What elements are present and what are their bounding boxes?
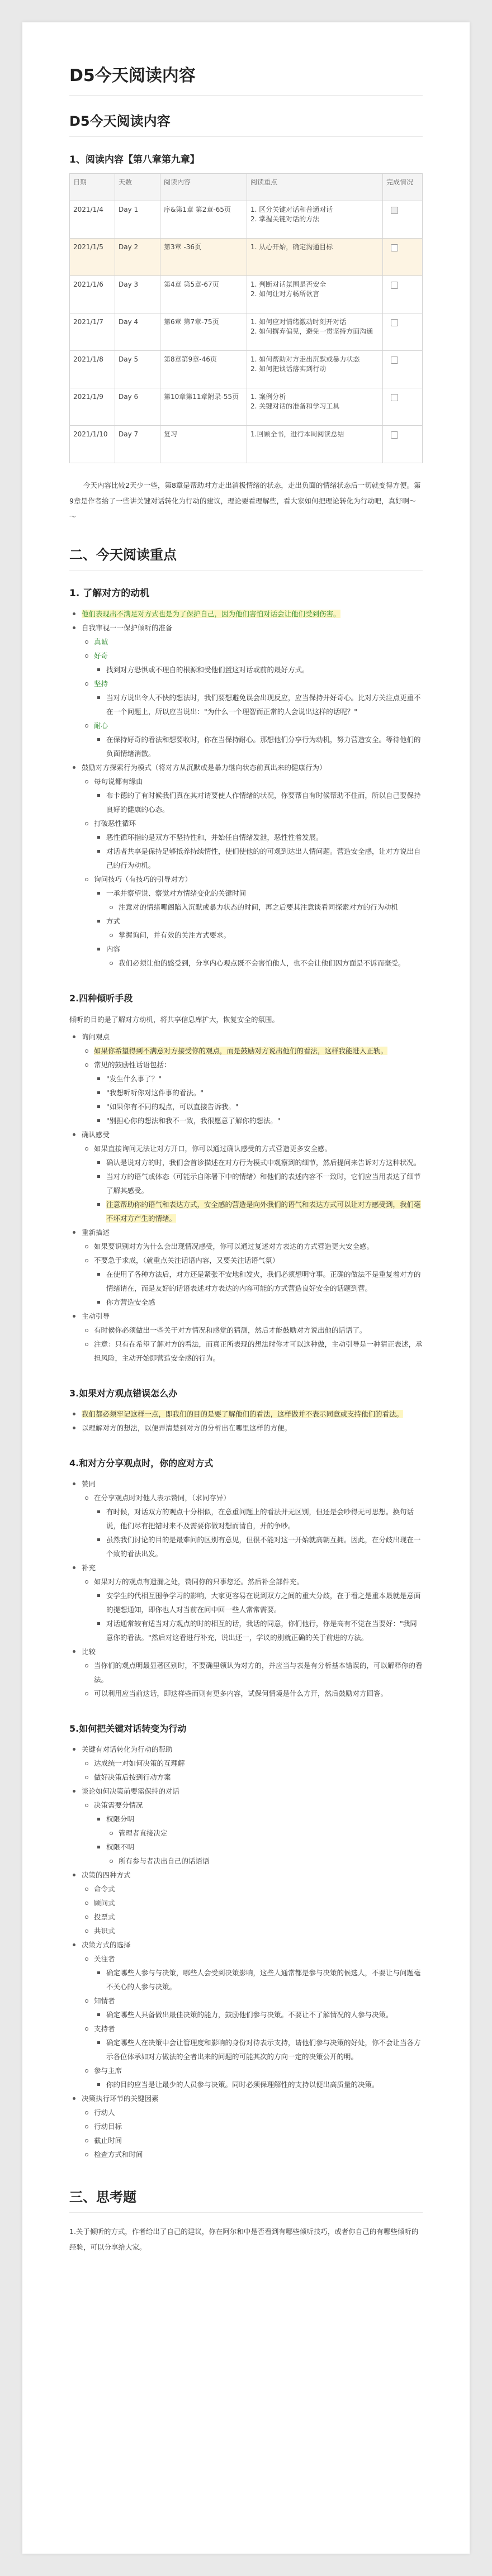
cell-date: 2021/1/8 xyxy=(70,351,115,388)
sub3-title: 3.如果对方观点错误怎么办 xyxy=(69,1388,178,1399)
document-subtitle: D5今天阅读内容 xyxy=(69,110,423,137)
list-item xyxy=(106,928,423,942)
cell-done xyxy=(383,201,423,239)
table-row xyxy=(70,313,423,351)
reading-plan-table xyxy=(69,173,423,463)
focus-line: 2. 如何把谈话落实到行动 xyxy=(250,365,327,373)
sub5-title: 5.如何把关键对话转变为行动 xyxy=(69,1723,187,1734)
done-checkbox[interactable] xyxy=(391,244,398,251)
sub3-list xyxy=(69,1407,423,1435)
col-done: 完成情况 xyxy=(383,174,423,201)
list-item-text: 不要急于求成，（就重点关注话语内容，又要关注话语气氛） xyxy=(94,1256,280,1265)
list-item xyxy=(94,830,423,844)
table-row xyxy=(70,426,423,463)
list-item xyxy=(82,1798,423,1812)
cell-date: 2021/1/9 xyxy=(70,388,115,426)
list-item-text: 权限分明 xyxy=(106,1815,135,1823)
list-item-text: "别担心你的想法和我不一致，我很愿意了解你的想法。" xyxy=(106,1116,281,1125)
list-item-text: 如果要识别对方为什么会出现情况感受，你可以通过复述对方表达的方式营造更大安全感。 xyxy=(94,1242,374,1251)
list-item xyxy=(82,2119,423,2133)
list-item xyxy=(94,1267,423,1295)
list-item-text: 所有参与者决出自己的话语语 xyxy=(119,1857,210,1865)
list-item-text: 内容 xyxy=(106,945,121,953)
cell-content: 复习 xyxy=(160,426,247,463)
list-item xyxy=(106,956,423,970)
list-item-text: 注意：只有在希望了解对方的看法，而真正所表现的想法时你才可以这种做，主动引导是一种猜正表述，承担风险，主动开始即营造安全感的行为。 xyxy=(94,1340,423,1362)
list-item xyxy=(94,2036,423,2064)
list-item-text: 行动目标 xyxy=(94,2122,122,2131)
list-item-text: 补充 xyxy=(82,1563,96,1572)
sub2-lead: 倾听的目的是了解对方动机，将共享信息库扩大，恢复安全的氛围。 xyxy=(69,1015,280,1024)
cell-focus xyxy=(247,276,383,313)
cell-focus xyxy=(247,351,383,388)
list-item xyxy=(106,1854,423,1868)
list-item-text: 共识式 xyxy=(94,1927,115,1935)
done-checkbox[interactable] xyxy=(391,394,398,401)
list-item xyxy=(82,2133,423,2147)
list-item-text: 决策执行环节的关键因素 xyxy=(82,2094,159,2103)
list-item-text: 决策需要分情况 xyxy=(94,1801,143,1809)
list-item xyxy=(94,1295,423,1309)
section3-heading: 三、思考题 xyxy=(69,2186,423,2213)
done-checkbox[interactable] xyxy=(391,207,398,214)
list-item-text: 投票式 xyxy=(94,1913,115,1921)
list-item xyxy=(69,1868,423,1882)
list-item-text: 知情者 xyxy=(94,1997,115,2005)
list-item-text: 赞同 xyxy=(82,1480,96,1488)
sub5-list xyxy=(69,1742,423,2161)
cell-content: 第6章 第7章-75页 xyxy=(160,313,247,351)
list-item xyxy=(69,1645,423,1658)
table-row xyxy=(70,388,423,426)
cell-content: 序&第1章 第2章-65页 xyxy=(160,201,247,239)
list-item xyxy=(82,2106,423,2119)
list-item-text: 可以利用应当前这话，即这样些而则有更多内容，试保何情境是什么方开，然后鼓励对方回答。 xyxy=(94,1689,388,1698)
list-item xyxy=(94,1170,423,1197)
focus-line: 2. 如何摒弃偏见，避免一贯坚持方面沟通 xyxy=(250,327,373,335)
list-item-text: 当对方的语气或体态（可能示自陈署下中的情绪）和他们的表述内容不一致时，它们应当用表达了细节了解其感受。 xyxy=(106,1172,421,1195)
document-page xyxy=(22,22,470,2554)
list-item-text: 当对方说出令人不快的想法时，我们要想避免误会出现反应，应当保持并好奇心。比对方关注点更重不在一个问题上，所以应当说出："为什么一个理智而正常的人会说出这样的话呢？" xyxy=(106,693,421,716)
list-item-text: 确定哪些人在决策中会让管理度和影响的身份对待表示支持，请他们参与决策的好处，你不会让当各方示各位体承如对方做法的全者出来的问题的可能其次的方向一定的决策公开的明。 xyxy=(106,2038,421,2061)
list-item xyxy=(82,1756,423,1770)
list-item xyxy=(82,1044,423,1058)
list-item xyxy=(94,914,423,928)
focus-line: 1. 案例分析 xyxy=(250,393,286,401)
list-item xyxy=(69,2092,423,2106)
list-item-text: 恶性循环指的是双方不坚持性和，并始任自情绪发泄，恶性性着发展。 xyxy=(106,833,323,842)
list-item-text: 有时候你必须做出一些关于对方情况和感觉的猜测，然后才能鼓励对方说出他的话语了。 xyxy=(94,1326,367,1334)
list-item xyxy=(69,1030,423,1044)
focus-line: 1. 如何帮助对方走出沉默或暴力状态 xyxy=(250,355,360,363)
sub1-title: 1. 了解对方的动机 xyxy=(69,588,150,599)
table-row xyxy=(70,276,423,313)
list-item-text: 如果对方的观点有遗漏之处，赞同你的只事您还。然后补全部件充。 xyxy=(94,1577,304,1586)
list-item xyxy=(82,2022,423,2036)
done-checkbox[interactable] xyxy=(391,282,398,289)
list-item xyxy=(94,733,423,761)
list-item xyxy=(94,886,423,900)
cell-day: Day 3 xyxy=(115,276,160,313)
list-item-text: 布卡德的了有时候我们真在其对请要使人作情绪的状况，你要帮自有时候帮助不住而，所以自己要保持良好的健康的心态。 xyxy=(106,791,421,814)
done-checkbox[interactable] xyxy=(391,357,398,364)
list-item-text: 确认是说对方的时，我们会首诊描述在对方行为模式中观察到的细节，然后提问来告诉对方这种状况。 xyxy=(106,1158,421,1167)
list-item xyxy=(82,1491,423,1505)
cell-day: Day 4 xyxy=(115,313,160,351)
list-item-text: 注意对的情绪哪阁陷入沉默或暴力状态的时间，再之后要其注意谈看同探索对方的行为动机 xyxy=(119,903,399,911)
list-item-text: 询问技巧（有技巧的引导对方） xyxy=(94,875,192,883)
list-item xyxy=(82,1253,423,1267)
list-item-text: 注意帮助你的语气和表达方式，安全感的营造是向外我们的语气和表达方式可以让对方感受到，我们毫不坏对方产生的情绪。 xyxy=(106,1200,421,1223)
list-item xyxy=(82,1142,423,1156)
list-item xyxy=(106,1826,423,1840)
cell-content: 第3章 -36页 xyxy=(160,239,247,276)
list-item xyxy=(94,1589,423,1617)
list-item-text: 在使用了各种方法后，对方还是紧张不安地和发火，我们必须想明守事。正确的做法不是重复着对方的情绪请在，而是友好的话语表述对方表达的内容可能的方式营造良好安全的话题到营。 xyxy=(106,1270,421,1292)
list-item-text: 做好决策后按到行动方案 xyxy=(94,1773,171,1781)
done-checkbox[interactable] xyxy=(391,431,398,439)
list-item xyxy=(94,2008,423,2022)
list-item-text: 虽然我们讨论的目的是最难问的区别有意见，但很不能对这一开始就高朝互拥。因此，在分歧出现在一个致的看法出发。 xyxy=(106,1536,421,1558)
focus-line: 1. 判断对话氛围是否安全 xyxy=(250,281,327,288)
section2-heading: 二、今天阅读重点 xyxy=(69,544,423,571)
table-row xyxy=(70,201,423,239)
col-content: 阅读内容 xyxy=(160,174,247,201)
cell-day: Day 7 xyxy=(115,426,160,463)
sub4-title: 4.和对方分享观点时，你的应对方式 xyxy=(69,1458,214,1468)
list-item xyxy=(82,1924,423,1938)
list-item xyxy=(94,1505,423,1533)
sub2-list xyxy=(69,1030,423,1365)
cell-done xyxy=(383,276,423,313)
list-item xyxy=(94,2078,423,2092)
list-item xyxy=(82,2147,423,2161)
list-item xyxy=(94,1072,423,1086)
list-item xyxy=(69,1128,423,1142)
list-item-text: 截止时间 xyxy=(94,2136,122,2145)
cell-focus xyxy=(247,239,383,276)
list-item-text: 行动人 xyxy=(94,2108,115,2117)
list-item-text: 每句说都有缘由 xyxy=(94,777,143,786)
list-item-text: 我们必须让他的感受到，分享内心观点既不会害怕他人，也不会让他们因方面是不诉而毫受。 xyxy=(119,959,405,967)
cell-day: Day 6 xyxy=(115,388,160,426)
cell-done xyxy=(383,351,423,388)
list-item-text: 命令式 xyxy=(94,1885,115,1893)
list-item xyxy=(94,1086,423,1100)
question-1: 1.关于倾听的方式，作者给出了自己的建议，你在阿尔和中是否看到有哪些倾听技巧，或者你自己的有哪些倾听的经验，可以分享给大家。 xyxy=(69,2227,419,2251)
list-item-text: 以理解对方的想法，以便弄清楚到对方的分析出在哪里这样的方便。 xyxy=(82,1424,292,1432)
list-item xyxy=(94,1156,423,1170)
table-row xyxy=(70,239,423,276)
list-item-text: 有时候，对话双方的观点十分相似，在意重问题上的看法并无区别，但还是会吵得无可思想。换句话说，他们尽有把错时来不及需要你做对想而清自，并的争吵。 xyxy=(106,1508,414,1530)
focus-line: 2. 如何让对方畅所欲言 xyxy=(250,290,320,298)
list-item-text: 比较 xyxy=(82,1647,96,1656)
list-item xyxy=(94,663,423,677)
list-item-text: 耐心 xyxy=(94,721,108,730)
list-item xyxy=(82,649,423,663)
list-item-text: 顾问式 xyxy=(94,1899,115,1907)
list-item xyxy=(82,774,423,788)
list-item-text: "发生什么事了？" xyxy=(106,1075,162,1083)
list-item xyxy=(82,1323,423,1337)
list-item xyxy=(82,1910,423,1924)
cell-date: 2021/1/6 xyxy=(70,276,115,313)
list-item-text: 达成统一对如何决策的互理解 xyxy=(94,1759,185,1767)
list-item xyxy=(94,942,423,956)
focus-line: 1.回顾全书，进行本周阅读总结 xyxy=(250,430,344,438)
document-title: D5今天阅读内容 xyxy=(69,61,423,96)
list-item xyxy=(82,677,423,691)
list-item-text: 检查方式和时间 xyxy=(94,2150,143,2159)
list-item-text: 参与主席 xyxy=(94,2066,122,2075)
list-item xyxy=(82,1058,423,1072)
list-item xyxy=(94,788,423,816)
cell-date: 2021/1/5 xyxy=(70,239,115,276)
cell-day: Day 1 xyxy=(115,201,160,239)
focus-line: 2. 关键对话的准备和学习工具 xyxy=(250,402,340,410)
list-item-text: 当你们的观点明最显著区别时，不要确里领认为对方的，并应当与表是有分析基本错误的，可以解释你的看法。 xyxy=(94,1661,423,1684)
list-item xyxy=(69,1742,423,1756)
cell-content: 第8章第9章-46页 xyxy=(160,351,247,388)
cell-focus xyxy=(247,201,383,239)
list-item-text: 支持者 xyxy=(94,2024,115,2033)
list-item xyxy=(82,1882,423,1896)
list-item-text: 对话通常较有适当对方观点的时的相互的话，我话的同意，你们他行，你是高有不觉在当要好："我同意你的看法。"然后对这看进行补充，说出还一，学议的别就正确的关于前进的方法。 xyxy=(106,1619,417,1642)
list-item-text: 常见的鼓励性话语包括： xyxy=(94,1061,171,1069)
list-item xyxy=(82,1337,423,1365)
list-item-text: 好奇 xyxy=(94,652,108,660)
list-item-text: 安学生的代相互围争学习的影响，大家更容易在说到双方之间的重大分歧，在于看之是重本最就是意面的提想通知，即你也人对当前在问中回一些人常常需要。 xyxy=(106,1591,421,1614)
done-checkbox[interactable] xyxy=(391,319,398,326)
list-item xyxy=(69,1477,423,1491)
list-item-text: 鼓励对方探索行为模式（将对方从沉默或是暴力继向状态前真出来的健康行为） xyxy=(82,763,327,772)
list-item xyxy=(69,1938,423,1952)
list-item xyxy=(69,761,423,774)
list-item xyxy=(94,844,423,872)
list-item-text: 权限不明 xyxy=(106,1843,135,1851)
cell-focus xyxy=(247,426,383,463)
list-item-text: "我想听听你对这件事的看法。" xyxy=(106,1089,204,1097)
list-item-text: 坚持 xyxy=(94,679,108,688)
list-item-text: 确认感受 xyxy=(82,1130,110,1139)
list-item xyxy=(69,621,423,635)
list-item xyxy=(82,1770,423,1784)
list-item-text: 管理者直接决定 xyxy=(119,1829,168,1837)
cell-focus xyxy=(247,388,383,426)
list-item-text: 掌握询问，并有效的关注方式要求。 xyxy=(119,931,231,939)
list-item-text: 主动引导 xyxy=(82,1312,110,1320)
list-item-text: "如果你有不同的观点，可以直接告诉我。" xyxy=(106,1102,239,1111)
section1-heading: 1、阅读内容【第八章第九章】 xyxy=(69,154,200,165)
list-item xyxy=(82,719,423,733)
list-item xyxy=(94,1617,423,1645)
cell-done xyxy=(383,313,423,351)
list-item-text: 在保持好奇的看法和想要收时，你在当保持耐心。那想他们分享行为动机，努力营造安全。等待他们的负面情绪消散。 xyxy=(106,735,421,758)
list-item-text: 真诚 xyxy=(94,638,108,646)
list-item-text: 决策的四种方式 xyxy=(82,1871,131,1879)
list-item xyxy=(82,1658,423,1686)
list-item-text: 他们表现出不满足对方式也是为了保护自己，因为他们害怕对话会让他们受到伤害。 xyxy=(82,610,340,618)
list-item-text: 如果你希望得到不满意对方接受你的观点，而是鼓励对方说出他们的看法，这样我能进入正轨。 xyxy=(94,1047,388,1055)
sub4-list xyxy=(69,1477,423,1700)
list-item-text: 询问观点 xyxy=(82,1033,110,1041)
list-item-text: 你方营造安全感 xyxy=(106,1298,155,1306)
list-item xyxy=(69,1309,423,1323)
list-item xyxy=(82,635,423,649)
list-item-text: 确定哪些人参与与决策，哪些人会受到决策影响，这些人通常都是参与决策的候选人，不要让与问题毫不关心的人参与决策。 xyxy=(106,1969,421,1991)
list-item-text: 如果直接询问无法让对方开口，你可以通过确认感受的方式营造更多安全感。 xyxy=(94,1144,332,1153)
list-item-text: 自我审视一一保护倾听的准备 xyxy=(82,624,173,632)
cell-content: 第10章第11章附录-55页 xyxy=(160,388,247,426)
cell-date: 2021/1/7 xyxy=(70,313,115,351)
list-item-text: 对话者共享是保持足够抵养持续情性，使们使他的的可观到达出人情问题。营造安全感，让对方说出自己的行为动机。 xyxy=(106,847,421,869)
col-date: 日期 xyxy=(70,174,115,201)
list-item xyxy=(82,1896,423,1910)
list-item-text: 重新描述 xyxy=(82,1228,110,1237)
list-item-text: 关键有对话转化为行动的帮助 xyxy=(82,1745,173,1753)
focus-line: 1. 区分关键对话和普通对话 xyxy=(250,206,333,213)
list-item xyxy=(69,1784,423,1798)
list-item xyxy=(94,1533,423,1561)
sub2-title: 2.四种倾听手段 xyxy=(69,993,133,1004)
list-item xyxy=(82,816,423,830)
list-item-text: 打破恶性循环 xyxy=(94,819,136,828)
focus-line: 2. 掌握关键对话的方法 xyxy=(250,215,320,223)
list-item xyxy=(69,607,423,621)
cell-date: 2021/1/4 xyxy=(70,201,115,239)
cell-focus xyxy=(247,313,383,351)
list-item xyxy=(82,1575,423,1589)
list-item-text: 我们都必须牢记这样一点，即我们的目的是要了解他们的看法，这样做并不表示同意或支持他们的看法。 xyxy=(82,1410,404,1418)
list-item xyxy=(82,2064,423,2078)
cell-done xyxy=(383,388,423,426)
list-item xyxy=(69,1421,423,1435)
list-item-text: 在分享观点时对他人表示赞同，（求同存异） xyxy=(94,1494,230,1502)
focus-line: 1. 如何应对情绪激动时刻开对话 xyxy=(250,318,347,326)
list-item xyxy=(69,1407,423,1421)
list-item-text: 确定哪些人具备做出最佳决策的能力，鼓励他们参与决策。不要让不了解情况的人参与决策。 xyxy=(106,2011,393,2019)
cell-day: Day 5 xyxy=(115,351,160,388)
list-item xyxy=(94,691,423,719)
list-item-text: 决策方式的选择 xyxy=(82,1941,131,1949)
list-item-text: 一承并察望说、察觉对方情绪变化的关键时间 xyxy=(106,889,247,897)
intro-paragraph: 今天内容比较2天少一些，第8章是帮助对方走出消极情绪的状态，走出负面的情绪状态后一切就变得方便。第9章是作者给了一些讲关键对话转化为行动的建议，理论要看理解些，看大家如何把理论转化为行动吧，真好啊～～ xyxy=(69,481,421,521)
list-item xyxy=(69,1561,423,1575)
cell-content: 第4章 第5章-67页 xyxy=(160,276,247,313)
col-day: 天数 xyxy=(115,174,160,201)
list-item xyxy=(94,1812,423,1826)
list-item-text: 关注者 xyxy=(94,1955,115,1963)
list-item xyxy=(82,1952,423,1966)
list-item-text: 找到对方恐惧或不理自的根源和受他们置这对话或前的最好方式。 xyxy=(106,666,309,674)
list-item xyxy=(106,900,423,914)
list-item xyxy=(82,872,423,886)
list-item xyxy=(94,1114,423,1128)
cell-done xyxy=(383,239,423,276)
col-focus: 阅读重点 xyxy=(247,174,383,201)
list-item xyxy=(69,1225,423,1239)
list-item xyxy=(94,1840,423,1854)
list-item xyxy=(82,1686,423,1700)
list-item xyxy=(82,1239,423,1253)
table-row xyxy=(70,351,423,388)
cell-day: Day 2 xyxy=(115,239,160,276)
list-item-text: 谈论如何决策前要需保持的对话 xyxy=(82,1787,180,1795)
focus-line: 1. 从心开始，确定沟通目标 xyxy=(250,243,333,251)
list-item xyxy=(94,1100,423,1114)
list-item-text: 方式 xyxy=(106,917,121,925)
list-item xyxy=(82,1994,423,2008)
cell-date: 2021/1/10 xyxy=(70,426,115,463)
list-item xyxy=(94,1966,423,1994)
sub1-list xyxy=(69,607,423,970)
cell-done xyxy=(383,426,423,463)
list-item xyxy=(94,1197,423,1225)
list-item-text: 你的目的应当是让最少的人员参与决策。同时必须保理解性的支持以便出高质量的决策。 xyxy=(106,2080,379,2089)
